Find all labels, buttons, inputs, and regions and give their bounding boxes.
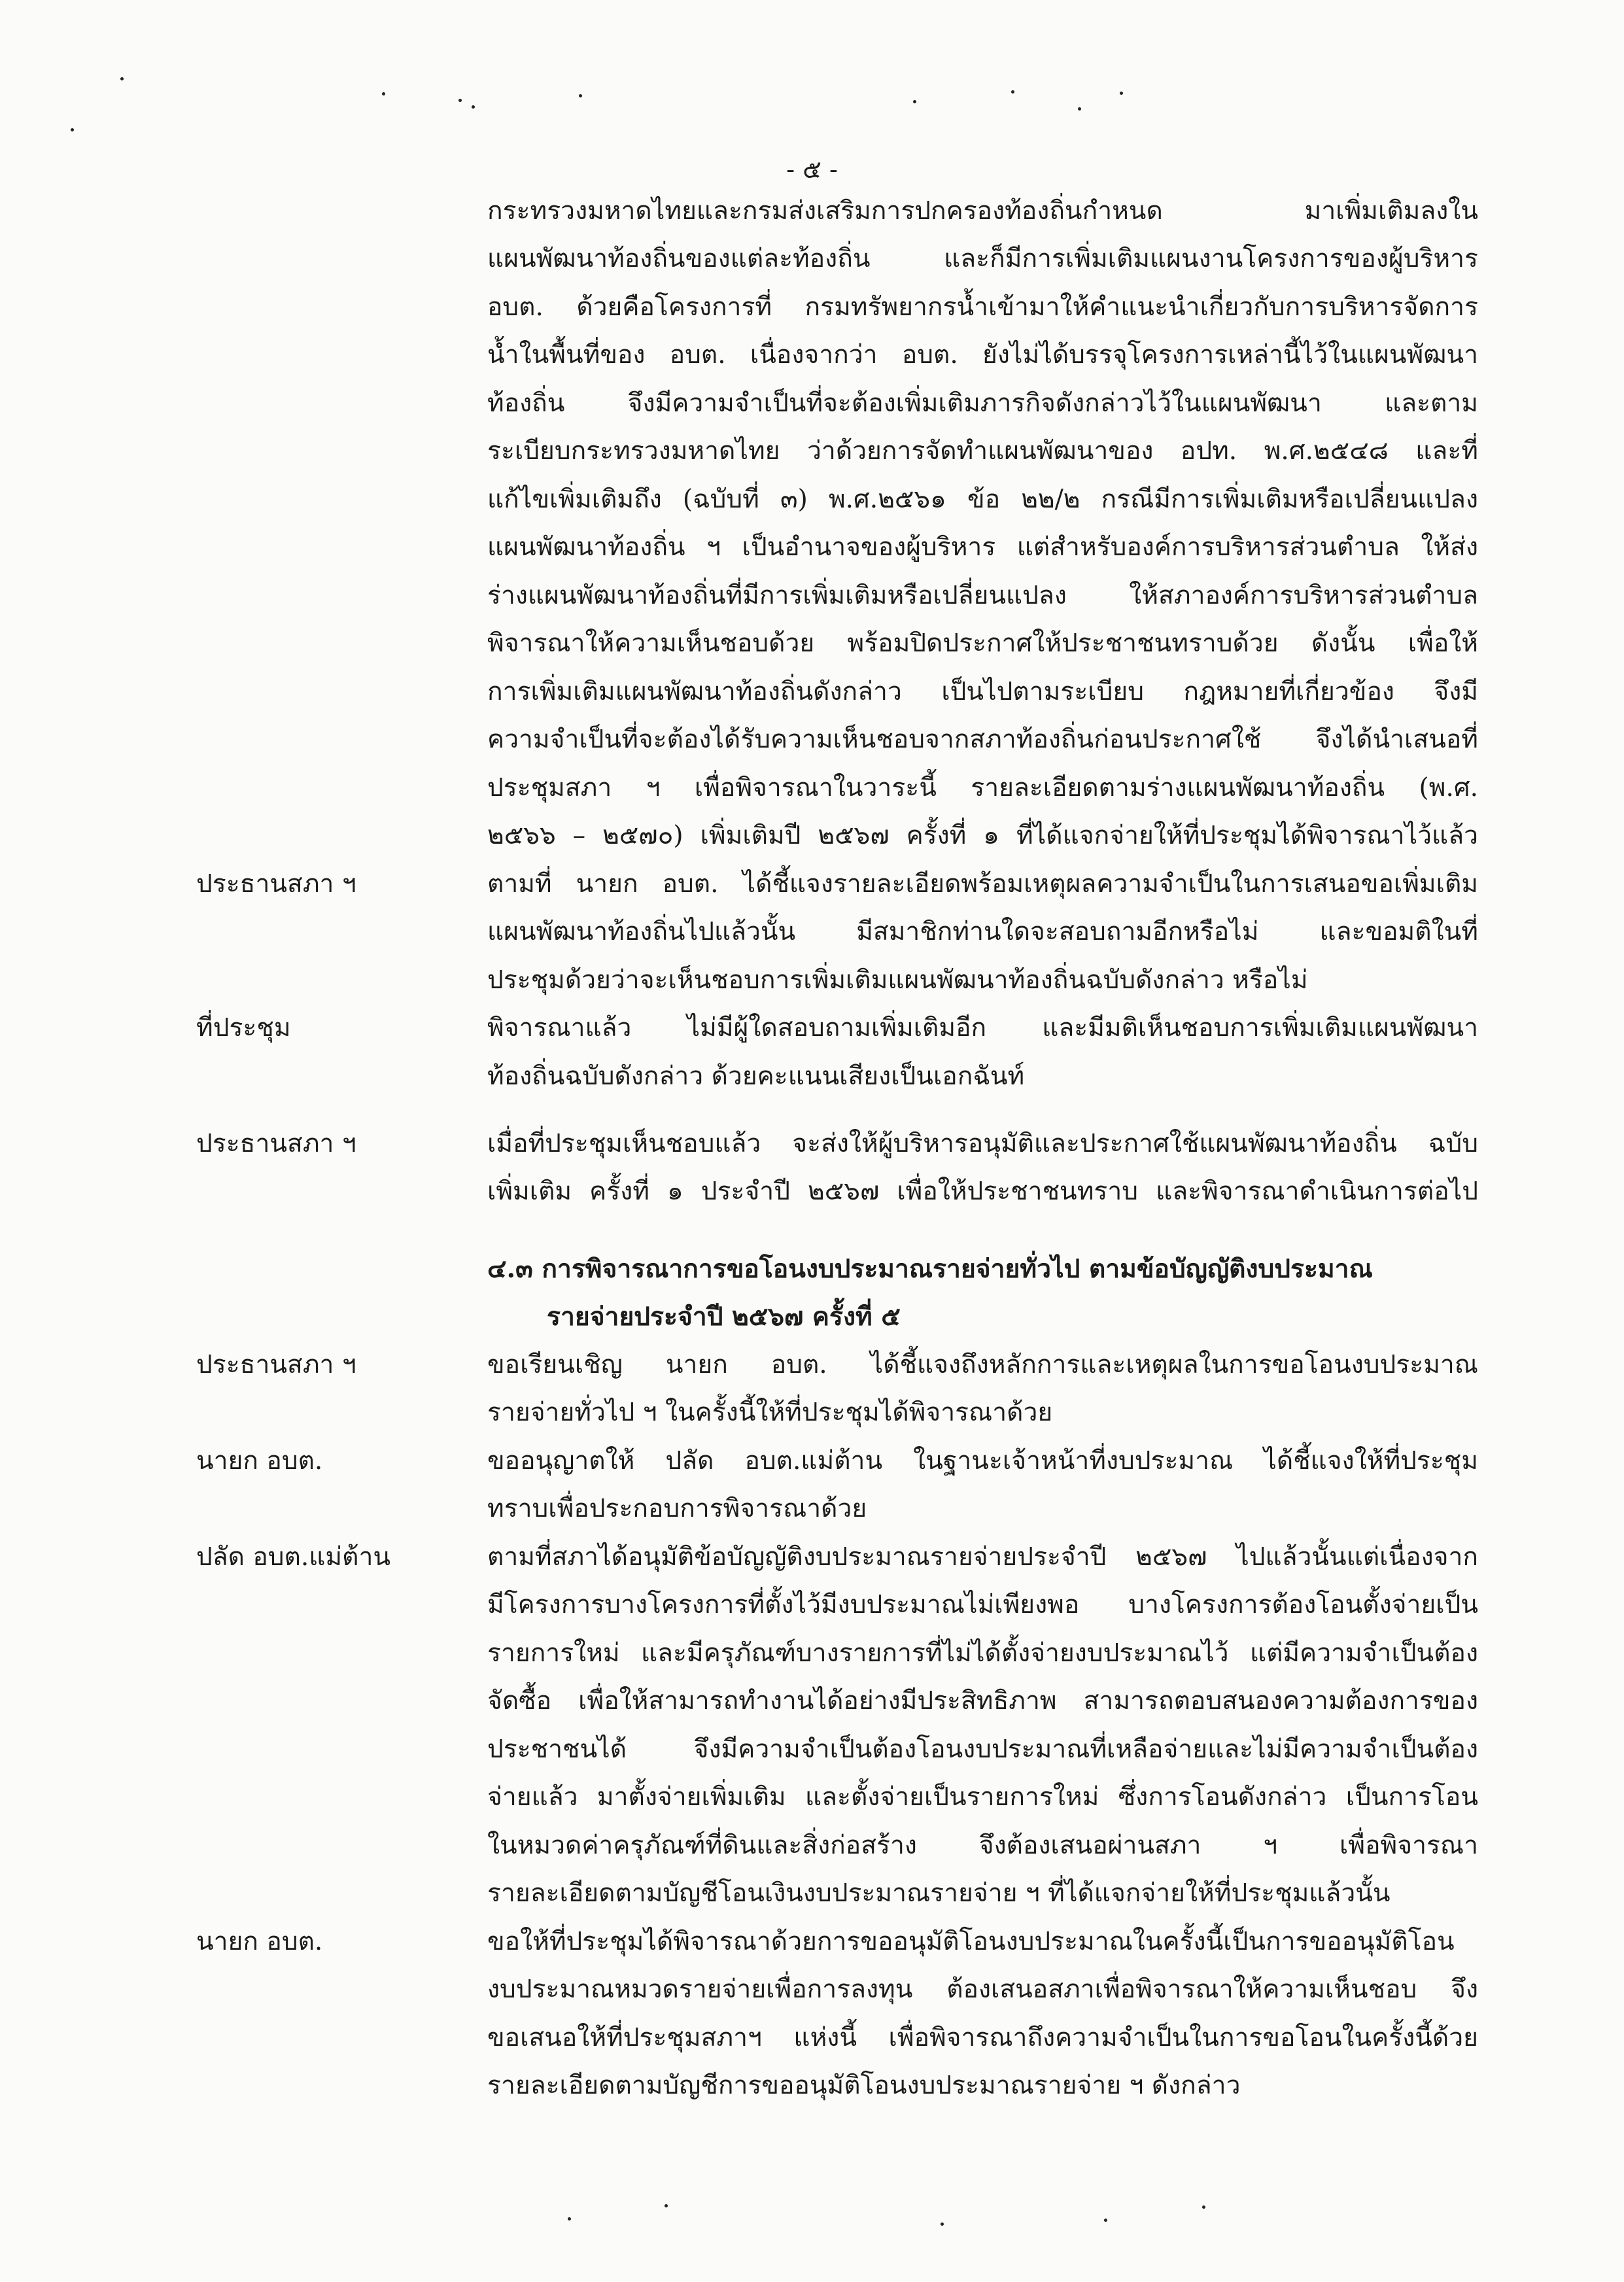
text-line: ประชุมสภา ฯ เพื่อพิจารณาในวาระนี้ รายละเอียดตามร่างแผนพัฒนาท้องถิ่น (พ.ศ. bbox=[487, 773, 1478, 803]
text-line: กระทรวงมหาดไทยและกรมส่งเสริมการปกครองท้องถิ่นกำหนด มาเพิ่มเติมลงใน bbox=[487, 196, 1478, 226]
scan-speck bbox=[472, 105, 475, 109]
text-line: ระเบียบกระทรวงมหาดไทย ว่าด้วยการจัดทำแผนพัฒนาของ อปท. พ.ศ.๒๕๔๘ และที่ bbox=[487, 436, 1478, 466]
text-line: แผนพัฒนาท้องถิ่นไปแล้วนั้น มีสมาชิกท่านใดจะสอบถามอีกหรือไม่ และขอมติในที่ bbox=[487, 917, 1478, 946]
scan-speck bbox=[941, 2222, 944, 2226]
text-line: ทราบเพื่อประกอบการพิจารณาด้วย bbox=[487, 1494, 867, 1523]
scan-speck bbox=[568, 2217, 571, 2221]
text-line: ตามที่สภาได้อนุมัติข้อบัญญัติงบประมาณรายจ่ายประจำปี ๒๕๖๗ ไปแล้วนั้นแต่เนื่องจาก bbox=[487, 1542, 1478, 1572]
text-line: ขออนุญาตให้ ปลัด อบต.แม่ต้าน ในฐานะเจ้าหน้าที่งบประมาณ ได้ชี้แจงให้ที่ประชุม bbox=[487, 1446, 1478, 1476]
text-line: ท้องถิ่น จึงมีความจำเป็นที่จะต้องเพิ่มเติมภารกิจดังกล่าวไว้ในแผนพัฒนา และตาม bbox=[487, 389, 1478, 418]
speaker-name: ประธานสภา ฯ bbox=[196, 1129, 356, 1158]
scan-speck bbox=[665, 2204, 668, 2207]
text-line: จัดซื้อ เพื่อให้สามารถทำงานได้อย่างมีประสิทธิภาพ สามารถตอบสนองความต้องการของ bbox=[487, 1686, 1478, 1716]
text-line: รายการใหม่ และมีครุภัณฑ์บางรายการที่ไม่ได้ตั้งจ่ายงบประมาณไว้ แต่มีความจำเป็นต้อง bbox=[487, 1638, 1478, 1668]
scan-speck bbox=[1078, 107, 1081, 111]
scan-speck bbox=[1120, 92, 1123, 95]
text-line: ร่างแผนพัฒนาท้องถิ่นที่มีการเพิ่มเติมหรือเปลี่ยนแปลง ให้สภาองค์การบริหารส่วนตำบล bbox=[487, 581, 1478, 610]
text-line: ท้องถิ่นฉบับดังกล่าว ด้วยคะแนนเสียงเป็นเอกฉันท์ bbox=[487, 1062, 1025, 1091]
text-line: เมื่อที่ประชุมเห็นชอบแล้ว จะส่งให้ผู้บริหารอนุมัติและประกาศใช้แผนพัฒนาท้องถิ่น ฉบับ bbox=[487, 1129, 1478, 1158]
scan-speck bbox=[120, 77, 124, 80]
scan-speck bbox=[579, 94, 582, 97]
scan-speck bbox=[458, 99, 462, 102]
text-line: การเพิ่มเติมแผนพัฒนาท้องถิ่นดังกล่าว เป็นไปตามระเบียบ กฎหมายที่เกี่ยวข้อง จึงมี bbox=[487, 677, 1478, 706]
text-line: ตามที่ นายก อบต. ได้ชี้แจงรายละเอียดพร้อมเหตุผลความจำเป็นในการเสนอขอเพิ่มเติม bbox=[487, 869, 1478, 899]
text-line: มีโครงการบางโครงการที่ตั้งไว้มีงบประมาณไม่เพียงพอ บางโครงการต้องโอนตั้งจ่ายเป็น bbox=[487, 1590, 1478, 1619]
text-line: อบต. ด้วยคือโครงการที่ กรมทรัพยากรน้ำเข้ามาให้คำแนะนำเกี่ยวกับการบริหารจัดการ bbox=[487, 292, 1478, 322]
speaker-name: นายก อบต. bbox=[196, 1446, 323, 1476]
text-line: แผนพัฒนาท้องถิ่น ฯ เป็นอำนาจของผู้บริหาร แต่สำหรับองค์การบริหารส่วนตำบล ให้ส่ง bbox=[487, 532, 1478, 562]
text-line: งบประมาณหมวดรายจ่ายเพื่อการลงทุน ต้องเสนอสภาเพื่อพิจารณาให้ความเห็นชอบ จึง bbox=[487, 1975, 1478, 2004]
text-line: ประชุมด้วยว่าจะเห็นชอบการเพิ่มเติมแผนพัฒนาท้องถิ่นฉบับดังกล่าว หรือไม่ bbox=[487, 965, 1308, 995]
text-line: ขอเสนอให้ที่ประชุมสภาฯ แห่งนี้ เพื่อพิจารณาถึงความจำเป็นในการขอโอนในครั้งนี้ด้วย bbox=[487, 2023, 1478, 2052]
speaker-name: ประธานสภา ฯ bbox=[196, 1350, 356, 1379]
text-line: รายละเอียดตามบัญชีโอนเงินงบประมาณรายจ่าย ฯ ที่ได้แจกจ่ายให้ที่ประชุมแล้วนั้น bbox=[487, 1878, 1391, 1908]
scan-speck bbox=[71, 128, 74, 131]
text-line: จ่ายแล้ว มาตั้งจ่ายเพิ่มเติม และตั้งจ่ายเป็นรายการใหม่ ซึ่งการโอนดังกล่าว เป็นการโอน bbox=[487, 1782, 1478, 1812]
scan-speck bbox=[913, 100, 916, 103]
text-line: ในหมวดค่าครุภัณฑ์ที่ดินและสิ่งก่อสร้าง จึงต้องเสนอผ่านสภา ฯ เพื่อพิจารณา bbox=[487, 1831, 1478, 1860]
text-line: ขอเรียนเชิญ นายก อบต. ได้ชี้แจงถึงหลักการและเหตุผลในการขอโอนงบประมาณ bbox=[487, 1350, 1478, 1379]
scan-speck bbox=[1104, 2219, 1107, 2222]
speaker-name: ประธานสภา ฯ bbox=[196, 869, 356, 899]
text-line: รายจ่ายทั่วไป ฯ ในครั้งนี้ให้ที่ประชุมได้พิจารณาด้วย bbox=[487, 1398, 1053, 1427]
text-line: พิจารณาให้ความเห็นชอบด้วย พร้อมปิดประกาศให้ประชาชนทราบด้วย ดังนั้น เพื่อให้ bbox=[487, 629, 1478, 658]
agenda-heading: ๔.๓ การพิจารณาการขอโอนงบประมาณรายจ่ายทั่วไป ตามข้อบัญญัติงบประมาณ bbox=[487, 1254, 1373, 1284]
agenda-heading-continued: รายจ่ายประจำปี ๒๕๖๗ ครั้งที่ ๕ bbox=[547, 1302, 901, 1332]
scan-speck bbox=[382, 92, 385, 95]
text-line: แก้ไขเพิ่มเติมถึง (ฉบับที่ ๓) พ.ศ.๒๕๖๑ ข้อ ๒๒/๒ กรณีมีการเพิ่มเติมหรือเปลี่ยนแปลง bbox=[487, 485, 1478, 514]
scan-speck bbox=[1202, 2205, 1205, 2209]
text-line: เพิ่มเติม ครั้งที่ ๑ ประจำปี ๒๕๖๗ เพื่อให้ประชาชนทราบ และพิจารณาดำเนินการต่อไป bbox=[487, 1177, 1478, 1206]
text-line: รายละเอียดตามบัญชีการขออนุมัติโอนงบประมาณรายจ่าย ฯ ดังกล่าว bbox=[487, 2071, 1241, 2100]
text-line: น้ำในพื้นที่ของ อบต. เนื่องจากว่า อบต. ยังไม่ได้บรรจุโครงการเหล่านี้ไว้ในแผนพัฒนา bbox=[487, 340, 1478, 370]
text-line: แผนพัฒนาท้องถิ่นของแต่ละท้องถิ่น และก็มีการเพิ่มเติมแผนงานโครงการของผู้บริหาร bbox=[487, 244, 1478, 273]
speaker-name: ที่ประชุม bbox=[196, 1013, 291, 1043]
scan-speck bbox=[1011, 90, 1014, 94]
speaker-name: นายก อบต. bbox=[196, 1927, 323, 1956]
speaker-name: ปลัด อบต.แม่ต้าน bbox=[196, 1542, 391, 1572]
text-line: ๒๕๖๖ – ๒๕๗๐) เพิ่มเติมปี ๒๕๖๗ ครั้งที่ ๑ ที่ได้แจกจ่ายให้ที่ประชุมได้พิจารณาไว้แล้ว bbox=[487, 821, 1478, 850]
text-line: ขอให้ที่ประชุมได้พิจารณาด้วยการขออนุมัติโอนงบประมาณในครั้งนี้เป็นการขออนุมัติโอน bbox=[487, 1927, 1455, 1956]
text-line: ประชาชนได้ จึงมีความจำเป็นต้องโอนงบประมาณที่เหลือจ่ายและไม่มีความจำเป็นต้อง bbox=[487, 1735, 1478, 1764]
text-line: พิจารณาแล้ว ไม่มีผู้ใดสอบถามเพิ่มเติมอีก และมีมติเห็นชอบการเพิ่มเติมแผนพัฒนา bbox=[487, 1013, 1478, 1043]
text-line: ความจำเป็นที่จะต้องได้รับความเห็นชอบจากสภาท้องถิ่นก่อนประกาศใช้ จึงได้นำเสนอที่ bbox=[487, 725, 1478, 754]
page-number: - ๕ - bbox=[786, 155, 838, 184]
